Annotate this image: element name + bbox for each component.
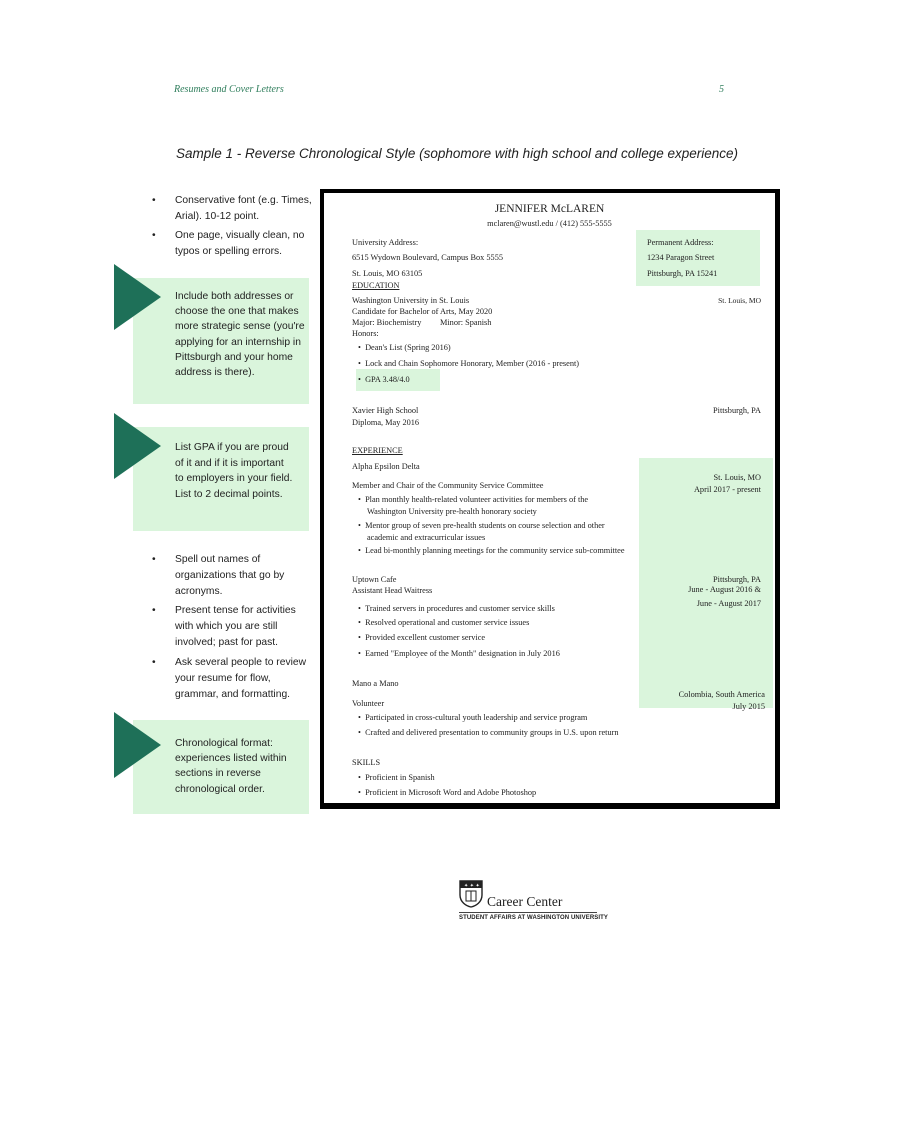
experience-bullet: • Earned "Employee of the Month" designation in July 2016 — [358, 649, 560, 658]
pointer-arrow-icon — [114, 264, 161, 330]
experience-role-2: Assistant Head Waitress — [352, 586, 433, 595]
experience-bullet: • Crafted and delivered presentation to community groups in U.S. upon return — [358, 728, 619, 737]
experience-role-3: Volunteer — [352, 699, 385, 708]
education-degree: Candidate for Bachelor of Arts, May 2020 — [352, 307, 493, 316]
education-minor: Minor: Spanish — [440, 318, 492, 327]
experience-bullet-cont: academic and extracurricular issues — [367, 533, 486, 542]
experience-role-1: Member and Chair of the Community Service Committee — [352, 481, 544, 490]
experience-org-3: Mano a Mano — [352, 679, 399, 688]
logo-subtitle: STUDENT AFFAIRS AT WASHINGTON UNIVERSITY — [459, 915, 609, 921]
university-address-line1: 6515 Wydown Boulevard, Campus Box 5555 — [352, 253, 503, 262]
experience-bullet: • Participated in cross-cultural youth leadership and service program — [358, 713, 588, 722]
experience-location-2: Pittsburgh, PA — [713, 575, 761, 584]
experience-date-2b: June - August 2017 — [696, 599, 761, 608]
experience-date-3: July 2015 — [732, 702, 765, 711]
experience-heading: EXPERIENCE — [352, 446, 403, 455]
education-major: Major: Biochemistry — [352, 318, 422, 327]
skill-item: • Proficient in Microsoft Word and Adobe Photoshop — [358, 788, 537, 797]
sample-resume — [320, 189, 780, 809]
honors-label: Honors: — [352, 329, 379, 338]
page-title: Sample 1 - Reverse Chronological Style (sophomore with high school and college experience) — [176, 146, 739, 161]
svg-text:✦ ✦ ✦: ✦ ✦ ✦ — [464, 883, 480, 889]
experience-org-2: Uptown Cafe — [352, 575, 397, 584]
education-heading: EDUCATION — [352, 281, 400, 290]
permanent-address-line2: Pittsburgh, PA 15241 — [647, 269, 718, 278]
education-location: St. Louis, MO — [718, 296, 761, 305]
note-chronological: Chronological format: experiences listed within sections in reverse chronological order. — [133, 720, 309, 814]
running-header: Resumes and Cover Letters — [174, 84, 284, 95]
university-address-label: University Address: — [352, 238, 419, 247]
high-school: Xavier High School — [352, 406, 419, 415]
experience-location-3: Colombia, South America — [678, 690, 765, 699]
education-school: Washington University in St. Louis — [352, 296, 470, 305]
page-number: 5 — [719, 84, 724, 95]
experience-bullet: • Trained servers in procedures and customer service skills — [358, 604, 555, 613]
experience-bullet: • Resolved operational and customer service issues — [358, 618, 530, 627]
experience-bullet: • Provided excellent customer service — [358, 633, 486, 642]
experience-bullet: • Mentor group of seven pre-health students on course selection and other — [358, 521, 605, 530]
honor-item: • Dean's List (Spring 2016) — [358, 343, 451, 352]
honor-item: • Lock and Chain Sophomore Honorary, Member (2016 - present) — [358, 359, 580, 368]
skills-heading: SKILLS — [352, 758, 381, 767]
honor-item-gpa: • GPA 3.48/4.0 — [358, 375, 410, 384]
high-school-diploma: Diploma, May 2016 — [352, 418, 420, 427]
experience-bullet-cont: Washington University pre-health honorary society — [367, 507, 537, 516]
experience-bullet: • Lead bi-monthly planning meetings for the community service sub-committee — [358, 546, 625, 555]
experience-org-1: Alpha Epsilon Delta — [352, 462, 420, 471]
note-gpa: List GPA if you are proud of it and if it is important to employers in your field. List to 2 decimal points. — [133, 427, 309, 531]
pointer-arrow-icon — [114, 712, 161, 778]
experience-bullet: • Plan monthly health-related volunteer activities for members of the — [358, 495, 589, 504]
resume-contact: mclaren@wustl.edu / (412) 555-5555 — [487, 219, 612, 228]
skill-item: • Proficient in Spanish — [358, 773, 435, 782]
note-addresses: Include both addresses or choose the one that makes more strategic sense (you're applying for an internship in Pittsburgh and your home address is there). — [133, 278, 309, 404]
career-center-logo — [459, 880, 609, 921]
pointer-arrow-icon — [114, 413, 161, 479]
resume-name: JENNIFER McLAREN — [494, 203, 605, 215]
university-address-line2: St. Louis, MO 63105 — [352, 269, 423, 278]
logo-divider — [459, 912, 597, 913]
experience-date-1: April 2017 - present — [693, 485, 761, 494]
university-crest-icon — [459, 880, 483, 908]
high-school-location: Pittsburgh, PA — [713, 406, 761, 415]
experience-location-1: St. Louis, MO — [713, 473, 761, 482]
experience-date-2a: June - August 2016 & — [688, 585, 761, 594]
permanent-address-line1: 1234 Paragon Street — [647, 253, 715, 262]
permanent-address-label: Permanent Address: — [647, 238, 714, 247]
logo-name: Career Center — [487, 894, 563, 909]
